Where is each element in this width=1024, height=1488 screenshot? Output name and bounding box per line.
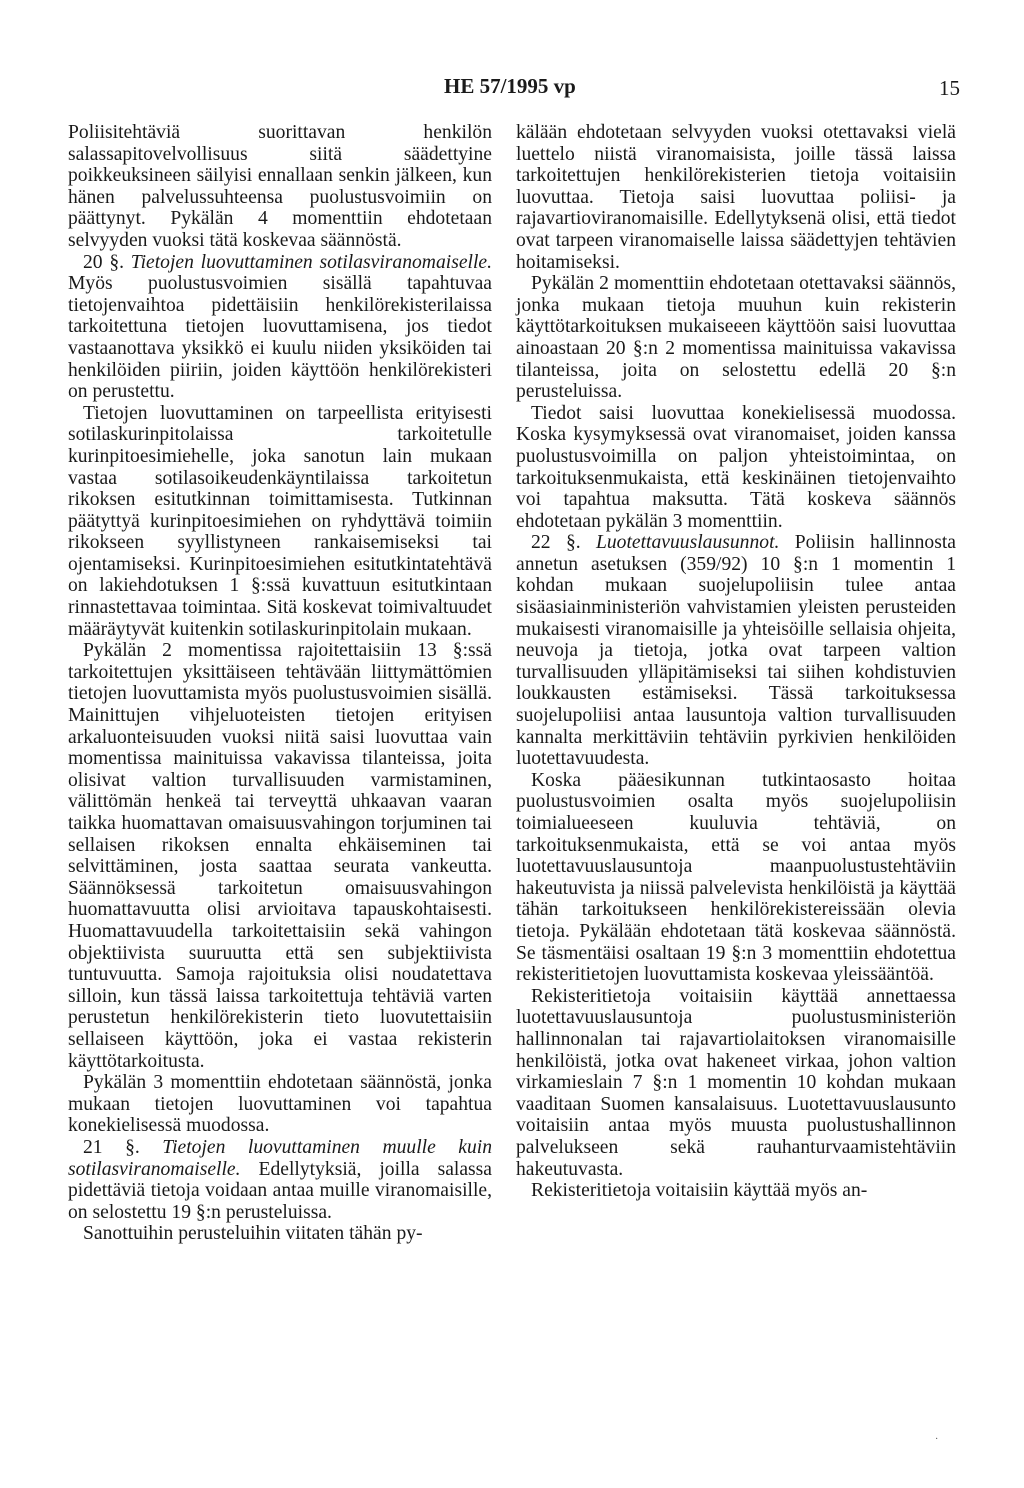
- section-21: [68, 1137, 492, 1223]
- section-number: 22 §.: [531, 532, 581, 554]
- right-column: [516, 122, 956, 1202]
- paragraph: Pykälän 2 momentissa rajoitettaisiin 13 §:ssä tarkoitettujen yksittäiseen tehtävään liittymättömien tietojen luovuttamista myös puolustusvoimien sisällä. Mainittujen vihjeluoteisten tietojen erityisen arkaluonteisuuden vuoksi niitä saisi luovuttaa vain momentissa mainituissa vakavissa tilanteissa, joita olisivat valtion turvallisuuden varmistaminen, välittömän henkeä tai terveyttä uhkaavan vaaran taikka huomattavan omaisuusvahingon torjuminen tai sellaisen rikoksen ennalta ehkäiseminen tai selvittäminen, josta saattaa seurata vankeutta. Säännöksessä tarkoitetun omaisuusvahingon huomattavuutta olisi arvioitava tapauskohtaisesti. Huomattavuudella tarkoitettaisiin sekä vahingon objektiivista suuruutta että sen subjektiivista tuntuvuutta. Samoja rajoituksia olisi noudatettava silloin, kun tässä laissa tarkoitettuja tehtäviä varten perustetun henkilörekisterin tieto luovutettaisiin sellaiseen käyttöön, joka ei vastaa rekisterin käyttötarkoitusta.: [68, 640, 492, 1072]
- paragraph: kälään ehdotetaan selvyyden vuoksi otettavaksi vielä luettelo niistä viranomaisista, joille tässä laissa tarkoitettujen henkilörekisterien tietoja voitaisiin luovuttaa. Tietoja saisi luovuttaa poliisi- ja rajavartioviranomaisille. Edellytyksenä olisi, että tiedot ovat tarpeen viranomaiselle laissa säädettyjen tehtävien hoitamiseksi.: [516, 122, 956, 273]
- paragraph: Tietojen luovuttaminen on tarpeellista erityisesti sotilaskurinpitolaissa tarkoitetulle kurinpitoesimiehelle, joka sanotun lain mukaan vastaa sotilasoikeudenkäyntilaissa tarkoitetun rikoksen esitutkinnan toimittamisesta. Tutkinnan päätyttyä kurinpitoesimiehen on ryhdyttävä toimiin rikokseen syyllistyneen rankaisemiseksi tai ojentamiseksi. Kurinpitoesimiehen esitutkintatehtävä on lakiehdotuksen 1 §:ssä kuvattuun esitutkintaan rinnastettavaa toimintaa. Sitä koskevat toimivaltuudet määräytyvät kuitenkin sotilaskurinpitolain mukaan.: [68, 402, 492, 640]
- paragraph: Sanottuihin perusteluihin viitaten tähän py-: [83, 1223, 423, 1245]
- paragraph: Pykälän 2 momenttiin ehdotetaan otettavaksi säännös, jonka mukaan tietoja muuhun kuin rekisterin käyttötarkoituksen mukaiseeen käyttöön saisi luovuttaa ainoastaan 20 §:n 2 momentissa mainituissa vakavissa tilanteissa, joita on selostettu edellä 20 §:n perusteluissa.: [516, 273, 956, 403]
- left-column: [68, 122, 492, 1245]
- section-text: Edellytyksiä, joilla salassa pidettäviä tietoja voidaan antaa muille viranomaisille, on selostettu 19 §:n perusteluissa.: [68, 1158, 492, 1223]
- section-title: Tietojen luovuttaminen sotilasviranomaiselle.: [130, 251, 492, 273]
- section-22: [516, 532, 956, 770]
- paragraph: Tiedot saisi luovuttaa konekielisessä muodossa. Koska kysymyksessä ovat viranomaiset, joiden kanssa puolustusvoimilla on paljon yhteistoimintaa, on tarkoituksenmukaista, että keskinäinen tietojenvaihto voi tapahtua maksutta. Tätä koskeva säännös ehdotetaan pykälän 3 momenttiin.: [516, 402, 956, 532]
- paragraph: Rekisteritietoja voitaisiin käyttää myös an-: [531, 1180, 868, 1202]
- page-number: 15: [939, 76, 960, 100]
- scan-speck: ·: [935, 1434, 939, 1445]
- section-title: Luotettavuuslausunnot.: [595, 532, 780, 554]
- section-text: Poliisin hallinnosta annetun asetuksen (359/92) 10 §:n 1 momentin 1 kohdan mukaan suojelupoliisin tulee antaa sisäasiainministeriön vahvistamien yleisten perusteiden mukaisesti viranomaisille ja yhteisöille sellaisia ohjeita, neuvoja ja tietoja, jotka ovat tarpeen valtion turvallisuuden ylläpitämiseksi tai siihen kohdistuvien loukkausten estämiseksi. Tässä tarkoituksessa suojelupoliisi antaa lausuntoja valtion turvallisuuden kannalta merkittäviin tehtäviin pyrkivien henkilöiden luotettavuudesta.: [516, 532, 956, 770]
- page-header: [0, 74, 1024, 104]
- section-title: Tietojen luovuttaminen muulle kuin sotilasviranomaiselle.: [68, 1136, 493, 1180]
- paragraph: Rekisteritietoja voitaisiin käyttää annettaessa luotettavuuslausuntoja puolustusministeriön hallinnonalan tai rajavartiolaitoksen viranomaisille henkilöistä, jotka ovat hakeneet virkaa, johon valtion virkamieslain 7 §:n 1 momentin 10 kohdan mukaan vaaditaan Suomen kansalaisuus. Luotettavuuslausunto voitaisiin antaa myös muusta puolustushallinnon palvelukseen sekä rauhanturvaamistehtäviin hakeutuvasta.: [516, 985, 956, 1180]
- paragraph: Koska pääesikunnan tutkintaosasto hoitaa puolustusvoimien osalta myös suojelupoliisin toimialueeseen kuuluvia tehtäviä, on tarkoituksenmukaista, että se voi antaa myös luotettavuuslausuntoja maanpuolustustehtäviin hakeutuvista ja niissä palvelevista henkilöistä ja käyttää tähän tarkoitukseen henkilörekistereissään olevia tietoja. Pykälään ehdotetaan tätä koskevaa säännöstä. Se täsmentäisi osaltaan 19 §:n 3 momenttiin ehdotettua rekisteritietojen luovuttamista koskevaa yleissääntöä.: [516, 769, 956, 986]
- section-20: [68, 252, 492, 403]
- paragraph: Poliisitehtäviä suorittavan henkilön salassapitovelvollisuus siitä säädettyine poikkeuksineen säilyisi ennallaan senkin jälkeen, kun hänen palvelussuhteensa puolustusvoimiin on päättynyt. Pykälän 4 momenttiin ehdotetaan selvyyden vuoksi tätä koskevaa säännöstä.: [68, 122, 492, 251]
- section-number: 21 §.: [83, 1136, 140, 1158]
- paragraph: Pykälän 3 momenttiin ehdotetaan säännöstä, jonka mukaan tietojen luovuttaminen voi tapahtua konekielisessä muodossa.: [68, 1072, 492, 1137]
- document-id: HE 57/1995 vp: [444, 74, 576, 98]
- section-text: Myös puolustusvoimien sisällä tapahtuvaa tietojenvaihtoa pidettäisiin henkilörekisterilaissa tarkoitettuna tietojen luovuttamisena, jos tiedot vastaanottava yksikkö ei kuulu niiden yksiköiden tai henkilöiden piiriin, joiden käyttöön henkilörekisteri on perustettu.: [68, 273, 492, 403]
- section-number: 20 §.: [83, 251, 125, 273]
